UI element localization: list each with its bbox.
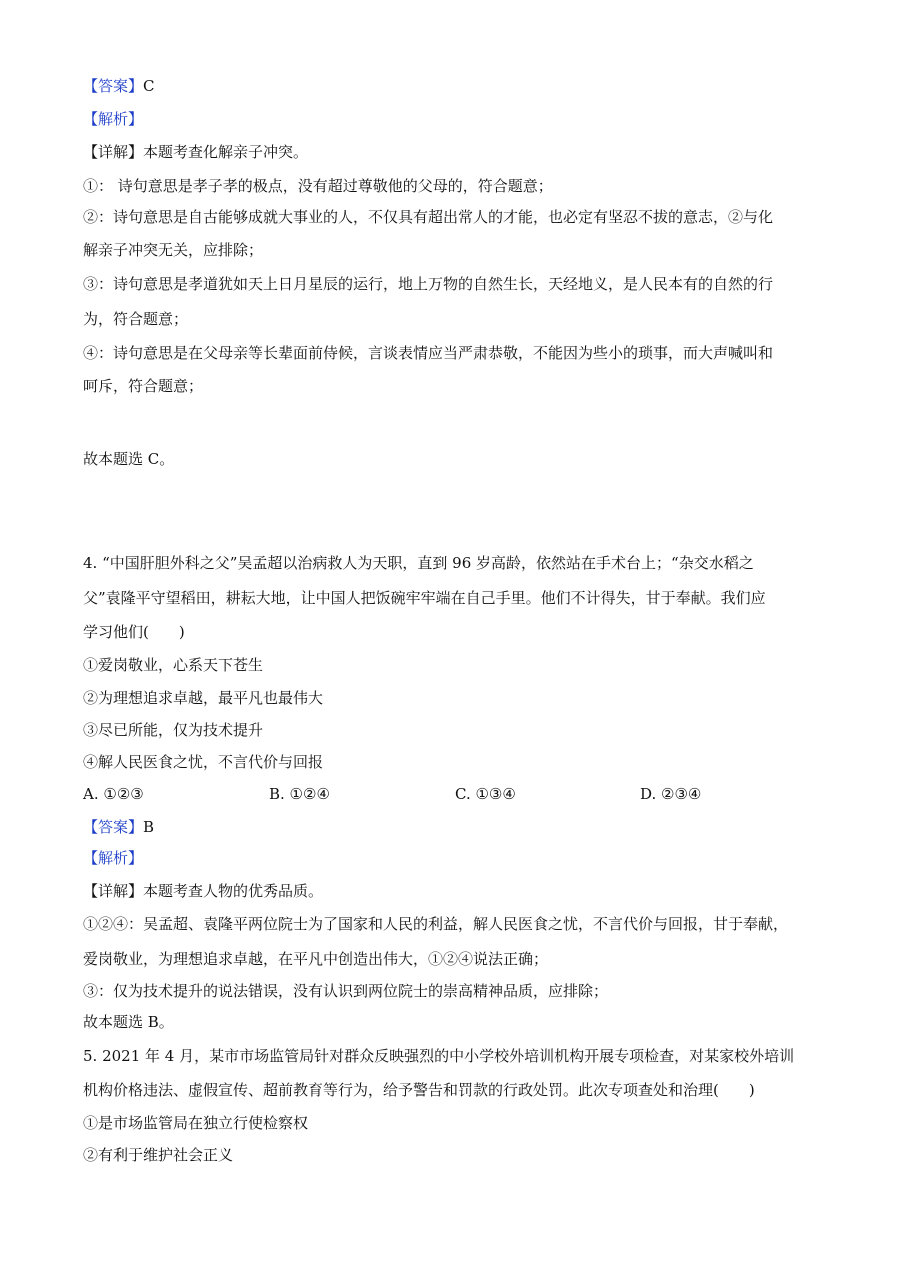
q4-answer-line	[83, 817, 154, 837]
q4-option-b: B. ①②④	[269, 785, 330, 803]
answer-value: B	[143, 818, 155, 836]
q3-detail-line	[83, 142, 308, 162]
q3-line-4: ③：诗句意思是孝道犹如天上日月星辰的运行，地上万物的自然生长，天经地义，是人民本有的自然的行	[83, 275, 774, 293]
q4-stem-2: 父”袁隆平守望稻田，耕耘大地，让中国人把饭碗牢牢端在自己手里。他们不计得失，甘于奉献。我们应	[83, 589, 766, 607]
q3-line-2: ②：诗句意思是自古能够成就大事业的人，不仅具有超出常人的才能，也必定有坚忍不拔的意志，②与化	[83, 208, 774, 226]
q5-statement-2: ②有利于维护社会正义	[83, 1146, 234, 1164]
analysis-tag: 【解析】	[83, 849, 144, 867]
q4-option-c: C. ①③④	[455, 785, 516, 803]
q4-detail-line	[83, 881, 323, 901]
answer-tag: 【答案】	[83, 818, 144, 836]
q4-statement-3: ③尽已所能，仅为技术提升	[83, 721, 264, 739]
analysis-tag: 【解析】	[83, 110, 144, 128]
detail-text: 本题考查化解亲子冲突。	[143, 143, 309, 161]
detail-tag: 【详解】	[83, 882, 144, 900]
q4-statement-2: ②为理想追求卓越，最平凡也最伟大	[83, 689, 324, 707]
q3-line-5: 为，符合题意；	[83, 310, 189, 328]
q3-line-7: 呵斥，符合题意；	[83, 377, 204, 395]
q4-option-d: D. ②③④	[640, 785, 702, 803]
q3-line-6: ④：诗句意思是在父母亲等长辈面前侍候，言谈表情应当严肃恭敬，不能因为些小的琐事，而大声喊叫和	[83, 344, 774, 362]
q5-statement-1: ①是市场监管局在独立行使检察权	[83, 1114, 309, 1132]
q3-line-3: 解亲子冲突无关，应排除；	[83, 241, 264, 259]
q5-stem-1: 5. 2021 年 4 月，某市市场监管局针对群众反映强烈的中小学校外培训机构开展专项检查，对某家校外培训	[83, 1047, 795, 1065]
detail-tag: 【详解】	[83, 143, 144, 161]
q4-line-1: ①②④：吴孟超、袁隆平两位院士为了国家和人民的利益，解人民医食之忧，不言代价与回报，甘于奉献，	[83, 915, 789, 933]
q4-line-2: 爱岗敬业，为理想追求卓越，在平凡中创造出伟大，①②④说法正确；	[83, 950, 549, 968]
q4-option-a: A. ①②③	[83, 785, 144, 803]
q5-stem-2: 机构价格违法、虚假宣传、超前教育等行为，给予警告和罚款的行政处罚。此次专项查处和治理( )	[83, 1081, 755, 1099]
q4-stem-1: 4. “中国肝胆外科之父”吴孟超以治病救人为天职，直到 96 岁高龄，依然站在手术台上；“杂交水稻之	[83, 554, 754, 572]
answer-tag: 【答案】	[83, 77, 144, 95]
q4-line-3: ③：仅为技术提升的说法错误，没有认识到两位院士的崇高精神品质，应排除；	[83, 982, 609, 1000]
q3-answer-line	[83, 76, 155, 96]
q4-conclusion: 故本题选 B。	[83, 1013, 174, 1031]
answer-value: C	[143, 77, 155, 95]
detail-text: 本题考查人物的优秀品质。	[143, 882, 324, 900]
q4-statement-4: ④解人民医食之忧，不言代价与回报	[83, 753, 324, 771]
q3-conclusion: 故本题选 C。	[83, 450, 175, 468]
q3-line-1: ①： 诗句意思是孝子孝的极点，没有超过尊敬他的父母的，符合题意；	[83, 177, 553, 195]
q4-stem-3: 学习他们( )	[83, 623, 185, 641]
q4-statement-1: ①爱岗敬业，心系天下苍生	[83, 656, 264, 674]
